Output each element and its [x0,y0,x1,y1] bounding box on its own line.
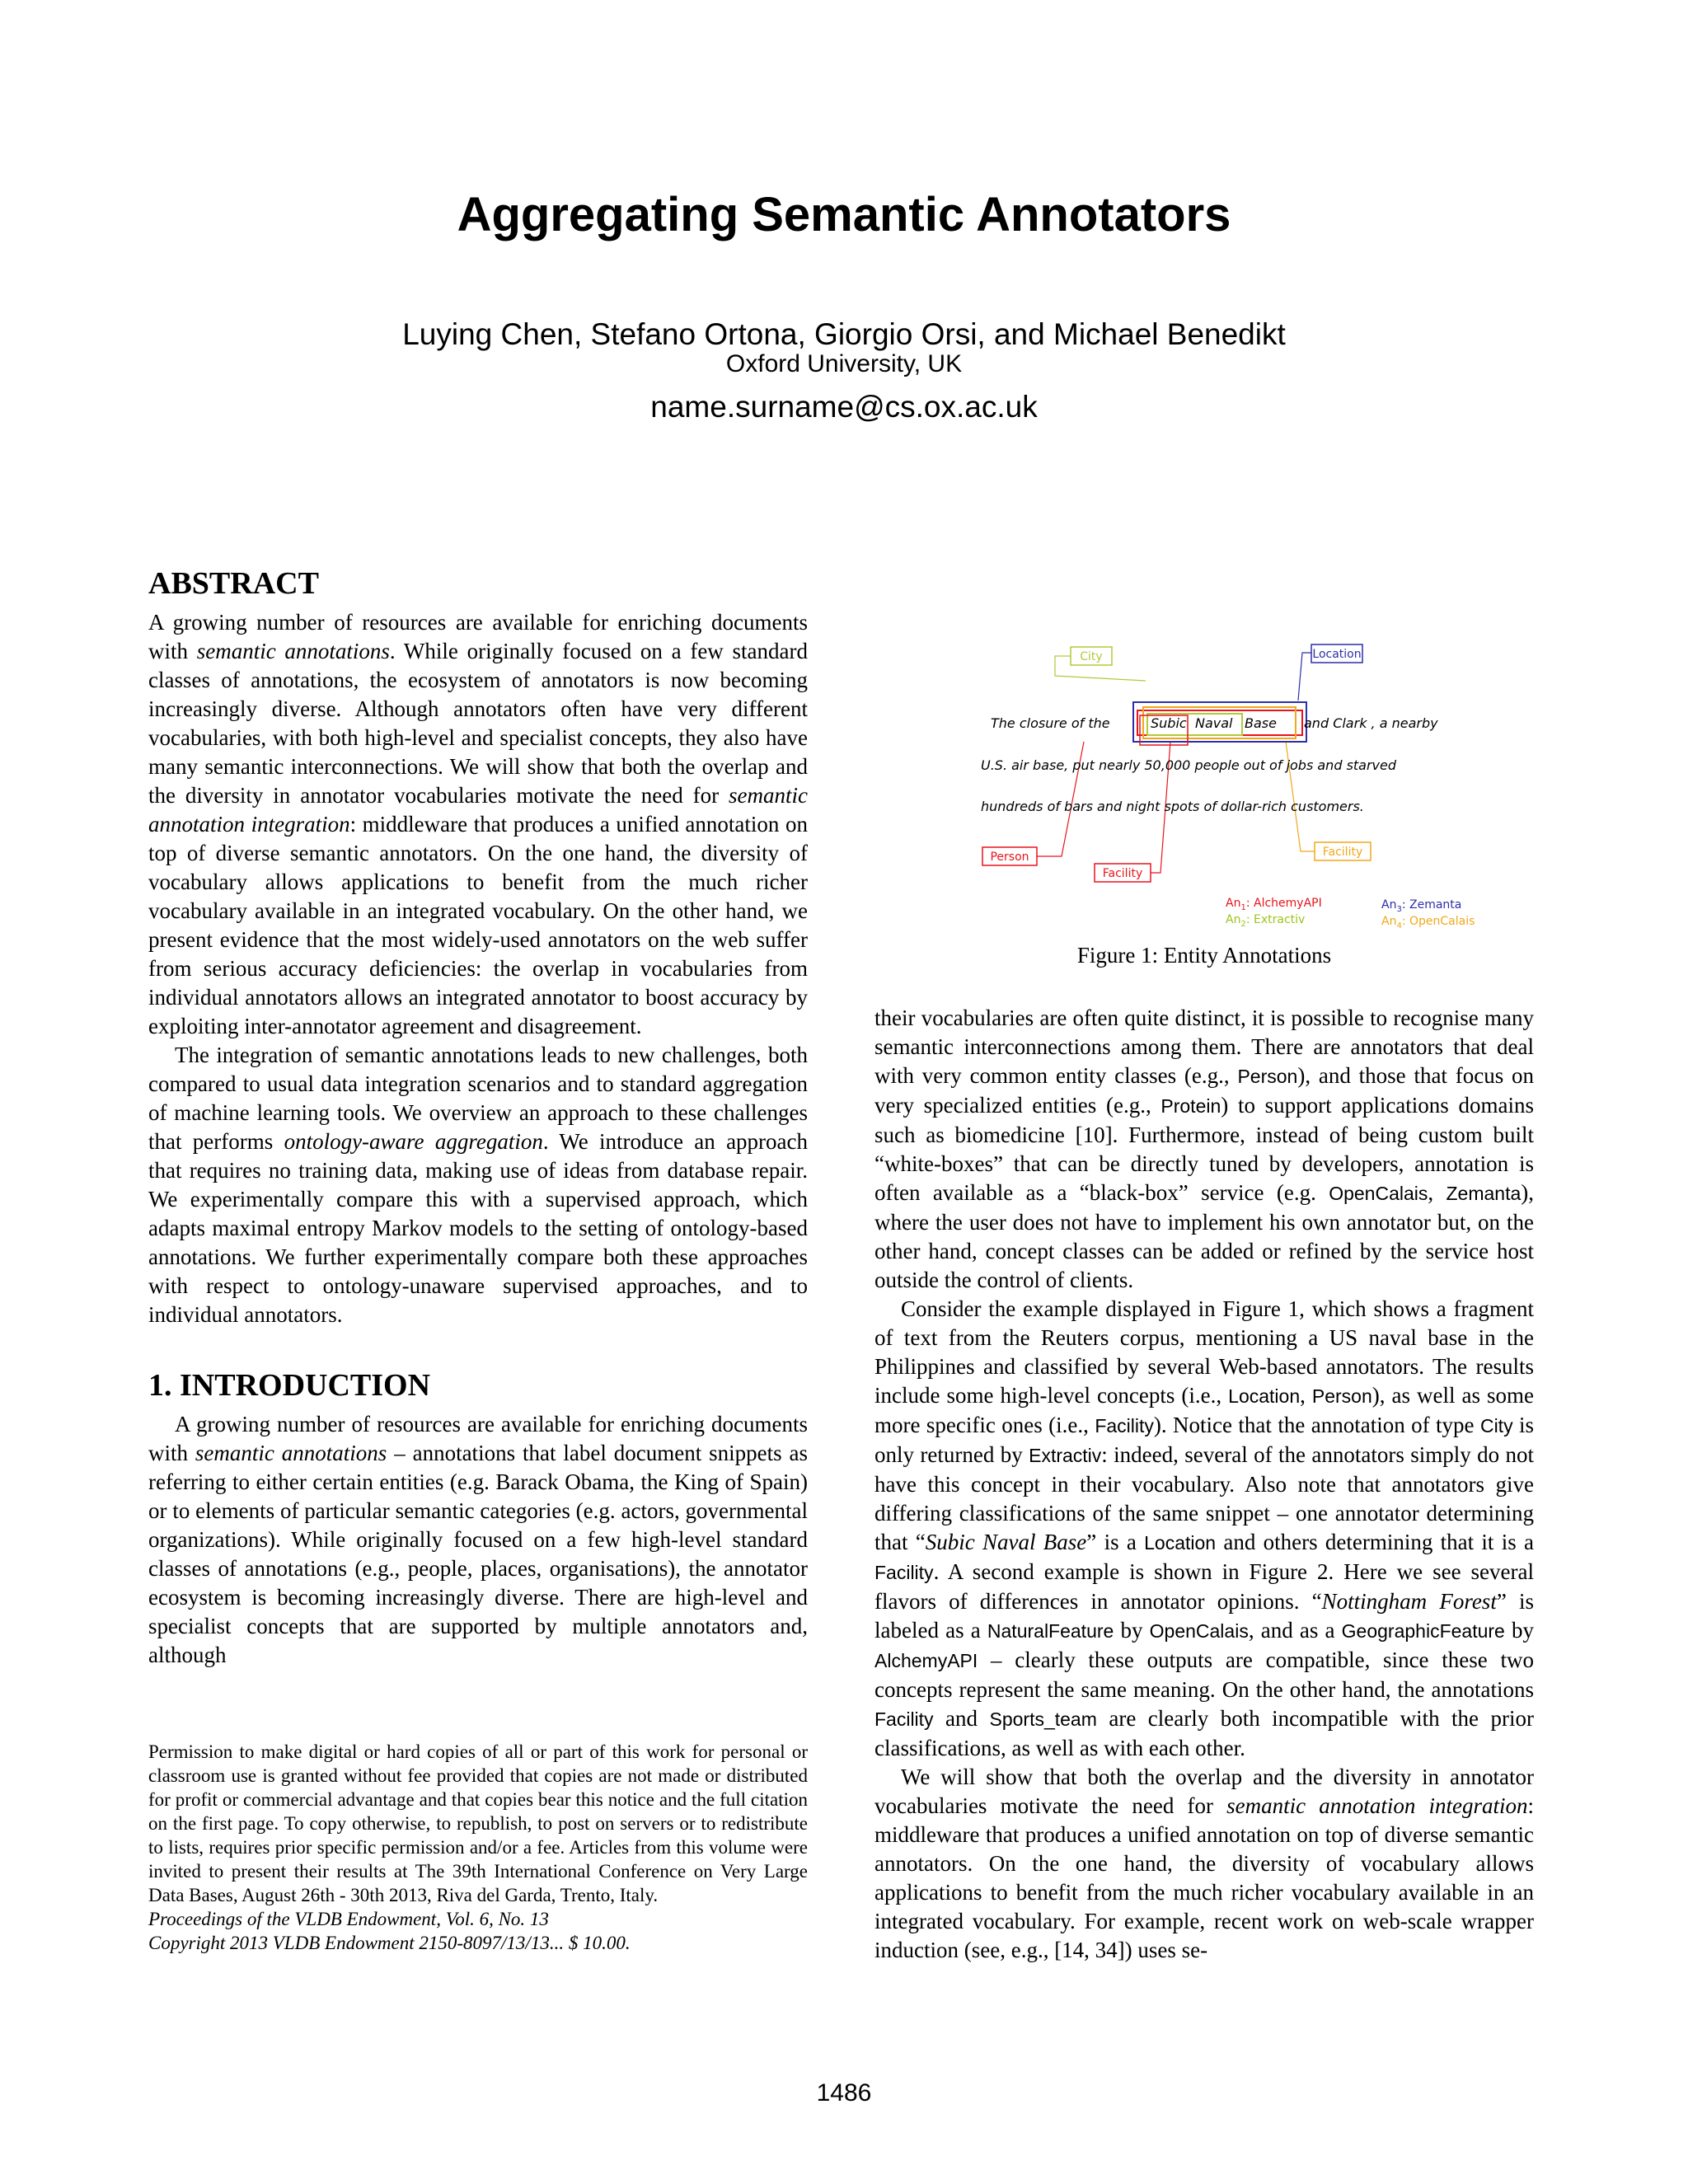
keyword-term: Location [1144,1532,1217,1554]
text-run: – annotations that label document snippets as referring to either certain entities (e.g. Barack Obama, the King of Spain) or to elements of particular semantic categories (e.g. actors, governmental organizations). While originally focused on a few high-level standard classes of annotations (e.g., people, places, organisations), the annotator ecosystem is becoming increasingly diverse. There are high-level and specialist concepts that are supported by multiple annotators and, although [148,1441,808,1667]
keyword-term: OpenCalais [1149,1620,1249,1642]
text-run: is only returned by [874,1413,1535,1467]
text-run: . While originally focused on a few standard classes of annotations, the ecosystem of annotators is now becoming increasingly diverse. Although annotators often have very different vocabularies, with both high-level and specialist concepts, they also have many semantic interconnections. We will show that both the overlap and the diversity in annotator vocabularies motivate the need for [148,639,808,808]
keyword-term: GeographicFeature [1341,1620,1505,1642]
abstract-paragraph-2 [148,1041,808,1329]
text-run: by [1114,1618,1150,1643]
page-number: 1486 [816,2079,872,2107]
snippet-line-1a: The closure of the [991,715,1110,731]
location-connector [1298,653,1311,701]
introduction-heading: 1. INTRODUCTION [148,1368,431,1403]
proceedings-line: Proceedings of the VLDB Endowment, Vol. 6, No. 13 [148,1909,549,1929]
text-run: Consider the example displayed in Figure 1, which shows a fragment of text from the Reuters corpus, mentioning a US naval base in the Philippines and classified by several Web-based annotators. The results include some high-level concepts (i.e., [874,1296,1534,1408]
introduction-paragraph-1 [148,1410,808,1670]
text-run: ), as well as some more specific ones (i.e., [874,1383,1534,1437]
legend-zemanta: $An_3$: Zemanta [1381,898,1462,914]
author-email: name.surname@cs.ox.ac.uk [650,390,1038,424]
text-run: – clearly these outputs are compatible, since these two concepts represent the same meaning. On the other hand, the annotations [874,1647,1534,1702]
text-run: , [1300,1383,1312,1408]
abstract-heading: ABSTRACT [148,566,319,601]
left-column [148,565,808,1670]
snippet-word-naval: Naval [1195,715,1233,731]
location-label: Location [1312,648,1362,661]
city-label: City [1080,650,1103,663]
author-list: Luying Chen, Stefano Ortona, Giorgio Orsi, and Michael Benedikt [402,317,1286,351]
text-run: : middleware that produces a unified annotation on top of diverse semantic annotators. On the one hand, the diversity of vocabulary allows applications to benefit from the much richer vocabulary available in an integrated vocabulary. On the other hand, we present evidence that the most widely-used annotators on the web suffer from serious accuracy deficiencies: the overlap in vocabularies from individual annotators allows an integrated annotator to boost accuracy by exploiting inter-annotator agreement and disagreement. [148,812,808,1038]
text-run: We will show that both the overlap and the diversity in annotator vocabularies motivate the need for [874,1765,1534,1818]
text-run: ) to support applications domains such as biomedicine [10]. Furthermore, instead of being custom built “white-boxes” that can be directly tuned by developers, annotation is often available as a “black-box” service (e.g. [874,1093,1534,1205]
abstract-paragraph-1 [148,608,808,1041]
snippet-line-2: U.S. air base, put nearly 50,000 people out of jobs and starved [981,757,1397,773]
copyright-line: Copyright 2013 VLDB Endowment 2150-8097/13/13... $ 10.00. [148,1933,631,1953]
keyword-term: Extractiv [1029,1445,1102,1466]
text-run: , [1428,1180,1447,1205]
keyword-term: Facility [1095,1415,1154,1436]
keyword-term: Person [1311,1385,1372,1407]
right-paragraph-3 [874,1763,1534,1965]
keyword-term: Facility [874,1562,934,1583]
facility-label-2: Facility [1322,846,1363,859]
text-run: The integration of semantic annotations leads to new challenges, both compared to usual data integration scenarios and to standard aggregation of machine learning tools. We overview an approach to these challenges that performs [148,1043,808,1154]
paper-title: Aggregating Semantic Annotators [457,188,1231,241]
text-run: are clearly both incompatible with the prior classifications, as well as with each other. [874,1706,1534,1760]
emphasis-text: Nottingham Forest [1321,1589,1497,1614]
text-run: ), and those that focus on very specialized entities (e.g., [874,1063,1535,1118]
emphasis-text: semantic annotation integration [1226,1793,1528,1818]
emphasis-text: semantic annotation integration [148,783,808,837]
emphasis-text: Subic Naval Base [925,1530,1087,1554]
snippet-line-1b: and Clark , a nearby [1304,715,1438,731]
permission-text: Permission to make digital or hard copies of all or part of this work for personal or classroom use is granted without fee provided that copies are not made or distributed for profit or commercial advantage and that copies bear this notice and the full citation on the first page. To copy otherwise, to republish, to post on servers or to redistribute to lists, requires prior specific permission and/or a fee. Articles from this volume were invited to present their results at The 39th International Conference on Very Large Data Bases, August 26th - 30th 2013, Riva del Garda, Trento, Italy. [148,1741,808,1905]
keyword-term: OpenCalais [1329,1183,1428,1204]
text-run: : middleware that produces a unified annotation on top of diverse semantic annotators. On the one hand, the diversity of vocabulary allows applications to benefit from the much richer vocabulary available in an integrated vocabulary. For example, recent work on web-scale wrapper induction (see, e.g., [14, 34]) uses se- [874,1793,1534,1962]
text-run: . A second example is shown in Figure 2. Here we see several flavors of differences in annotator opinions. “ [874,1559,1534,1614]
keyword-term: AlchemyAPI [874,1650,978,1671]
keyword-term: Protein [1160,1095,1221,1117]
keyword-term: Sports_team [989,1708,1097,1730]
text-run: ” is labeled as a [874,1589,1534,1643]
figure-caption: Figure 1: Entity Annotations [1076,943,1332,968]
keyword-term: NaturalFeature [987,1620,1114,1642]
entity-annotations-figure [973,635,1508,940]
snippet-word-base: Base [1245,715,1277,731]
text-run: and others determining that it is a [1216,1530,1534,1554]
legend-extractiv: $An_2$: Extractiv [1226,913,1306,929]
text-run: ), where the user does not have to implement his own annotator but, on the other hand, concept classes can be added or refined by the service host outside the control of clients. [874,1180,1535,1292]
keyword-term: Facility [874,1708,934,1730]
emphasis-text: semantic annotations [196,639,390,663]
keyword-term: Person [1237,1066,1298,1087]
emphasis-text: ontology-aware aggregation [284,1129,543,1154]
text-run: their vocabularies are often quite distinct, it is possible to recognise many semantic interconnections among them. There are annotators that deal with very common entity classes (e.g., [874,1005,1534,1088]
text-run: by [1504,1618,1534,1643]
text-run: A growing number of resources are available for enriching documents with [148,610,808,663]
right-paragraph-2 [874,1295,1534,1763]
legend-opencalais: $An_4$: OpenCalais [1381,915,1475,930]
emphasis-text: semantic annotations [195,1441,387,1465]
affiliation: Oxford University, UK [725,350,963,377]
snippet-line-3: hundreds of bars and night spots of dollar-rich customers. [981,799,1364,814]
text-run: : indeed, several of the annotators simply do not have this concept in their vocabulary. Also note that annotators give differing classifications of the same snippet – one annotator determining that “ [874,1442,1534,1554]
copyright-footnote [148,1740,808,1955]
keyword-term: Zemanta [1446,1183,1522,1204]
keyword-term: Location [1228,1385,1301,1407]
right-paragraph-1 [874,1004,1534,1295]
legend-alchemyapi: $An_1$: AlchemyAPI [1226,897,1322,912]
text-run: . We introduce an approach that requires no training data, making use of ideas from database repair. We experimentally compare this with a supervised approach, which adapts maximal entropy Markov models to the setting of ontology-based annotations. We further experimentally compare both these approaches with respect to ontology-unaware supervised approaches, and to individual annotators. [148,1129,809,1327]
snippet-word-subic: Subic [1151,715,1187,731]
text-run: ” is a [1086,1530,1145,1554]
keyword-term: City [1479,1415,1513,1436]
person-label: Person [990,851,1029,864]
text-run: A growing number of resources are available for enriching documents with [148,1412,808,1465]
text-run: ). Notice that the annotation of type [1153,1413,1480,1437]
facility-label-1: Facility [1102,867,1143,880]
text-run: , and as a [1248,1618,1342,1643]
text-run: and [933,1706,990,1731]
right-column [874,1004,1534,1965]
